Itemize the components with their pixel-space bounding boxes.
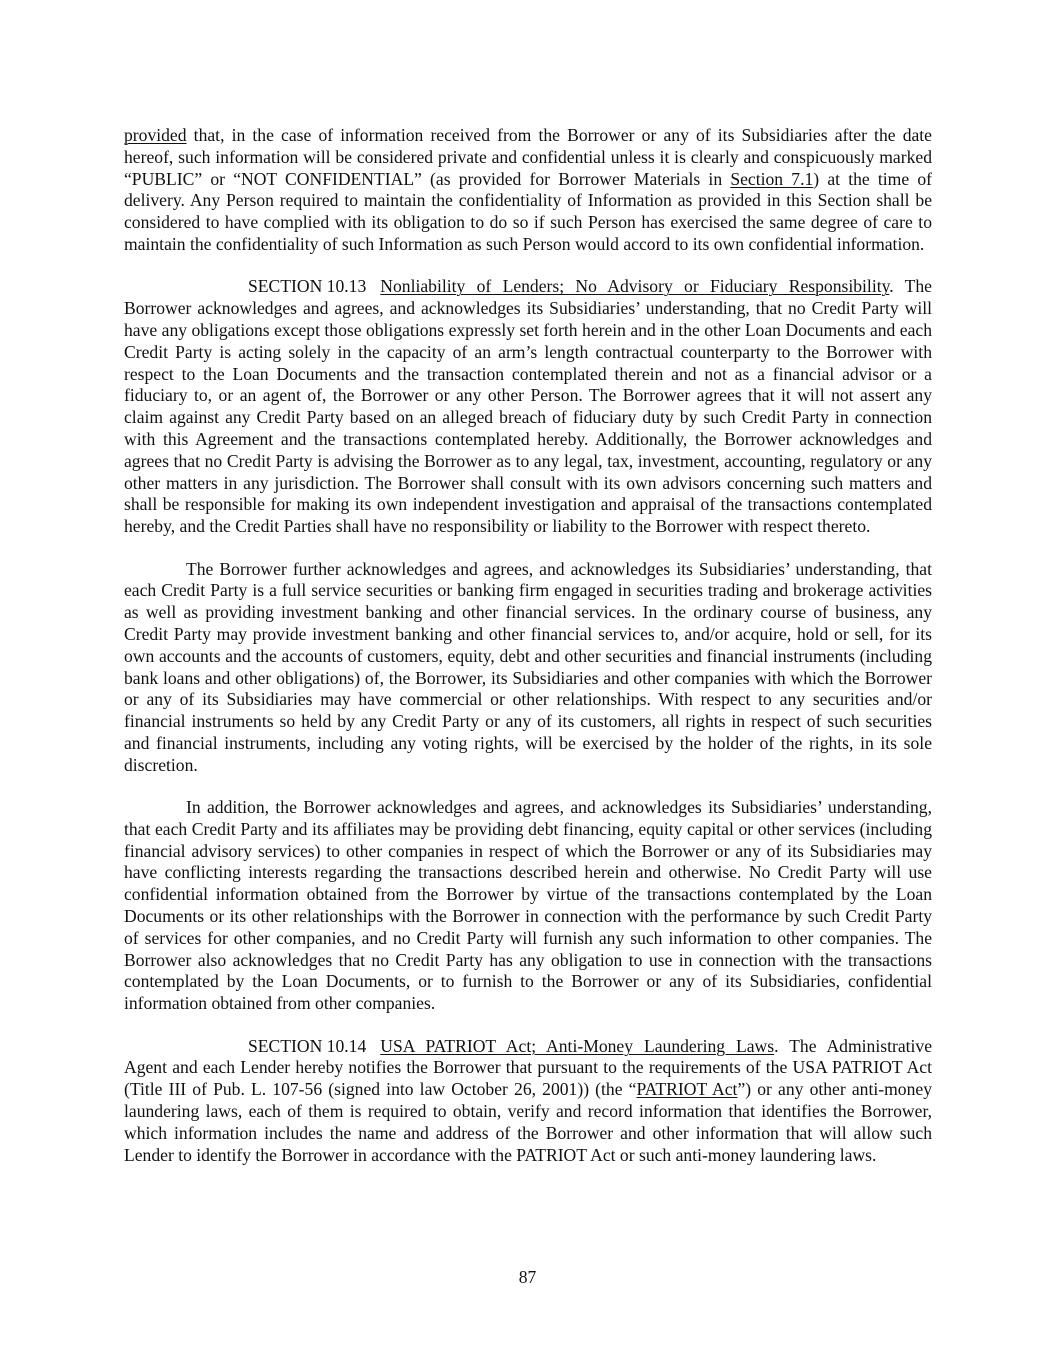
section-number: SECTION 10.14 [248, 1035, 367, 1056]
section-10-13-paragraph [124, 276, 932, 538]
paragraph-text: ) at the time of delivery. Any Person required to maintain the confidentiality of Information as provided in this Section shall be considered to have complied with its obligation to do so if such Person has exercised the same degree of care to maintain the confidentiality of such Information as such Person would accord to its own confidential information. [124, 168, 932, 254]
paragraph-text: The Borrower acknowledges and agrees, and acknowledges its Subsidiaries’ understanding, that no Credit Party will have any obligations except those obligations expressly set forth herein and in the other Loan Documents and each Credit Party is acting solely in the capacity of an arm’s length contractual counterparty to the Borrower with respect to the Loan Documents and the transaction contemplated therein and not as a financial advisor or a fiduciary to, or an agent of, the Borrower or any other Person. The Borrower agrees that it will not assert any claim against any Credit Party based on an alleged breach of fiduciary duty by such Credit Party in connection with this Agreement and the transactions contemplated hereby. Additionally, the Borrower acknowledges and agrees that no Credit Party is advising the Borrower as to any legal, tax, investment, accounting, regulatory or any other matters in any jurisdiction. The Borrower shall consult with its own advisors concerning such matters and shall be responsible for making its own independent investigation and appraisal of the transactions contemplated hereby, and the Credit Parties shall have no responsibility or liability to the Borrower with respect thereto. [124, 276, 932, 537]
section-title: Nonliability of Lenders; No Advisory or Fiduciary Responsibility [380, 276, 890, 297]
paragraph-text: The Administrative Agent and each Lender hereby notifies the Borrower that pursuant to the requirements of the USA PATRIOT Act (Title III of Pub. L. 107-56 (signed into law October 26, 2001)) (the “ [124, 1035, 933, 1100]
provided-term: provided [124, 125, 187, 145]
defined-term: PATRIOT Act [636, 1079, 738, 1100]
section-10-13-paragraph-2: The Borrower further acknowledges and agrees, and acknowledges its Subsidiaries’ understanding, that each Credit Party is a full service securities or banking firm engaged in securities trading and brokerage activities as well as providing investment banking and other financial services. In the ordinary course of business, any Credit Party may provide investment banking and other financial services to, and/or acquire, hold or sell, for its own accounts and the accounts of customers, equity, debt and other securities and financial instruments (including bank loans and other obligations) of, the Borrower, its Subsidiaries and other companies with which the Borrower or any of its Subsidiaries may have commercial or other relationships. With respect to any securities and/or financial instruments so held by any Credit Party or any of its customers, all rights in respect of such securities and financial instruments, including any voting rights, will be exercised by the holder of the rights, in its sole discretion. [124, 558, 932, 775]
section-title-end: . [774, 1035, 779, 1056]
page-number: 87 [518, 1267, 537, 1287]
section-title: USA PATRIOT Act; Anti-Money Laundering Laws [380, 1035, 775, 1056]
document-body [124, 125, 932, 1187]
section-title-end: . [889, 276, 894, 297]
section-number: SECTION 10.13 [248, 276, 367, 297]
paragraph-text: that, in the case of information received from the Borrower or any of its Subsidiaries after the date hereof, such information will be considered private and confidential unless it is clearly and conspicuously marked “PUBLIC” or “NOT CONFIDENTIAL” (as provided for Borrower Materials in [124, 125, 932, 189]
paragraph-confidentiality-continued [124, 125, 932, 256]
section-reference: Section 7.1 [730, 168, 814, 189]
section-10-13-paragraph-3: In addition, the Borrower acknowledges and agrees, and acknowledges its Subsidiaries’ understanding, that each Credit Party and its affiliates may be providing debt financing, equity capital or other services (including financial advisory services) to other companies in respect of which the Borrower or any of its Subsidiaries may have conflicting interests regarding the transactions described herein and otherwise. No Credit Party will use confidential information obtained from the Borrower by virtue of the transactions contemplated by the Loan Documents or its other relationships with the Borrower in connection with the performance by such Credit Party of services for other companies, and no Credit Party will furnish any such information to other companies. The Borrower also acknowledges that no Credit Party has any obligation to use in connection with the transactions contemplated by the Loan Documents, or to furnish to the Borrower or any of its Subsidiaries, confidential information obtained from other companies. [124, 797, 932, 1014]
section-10-14-paragraph [124, 1036, 932, 1167]
paragraph-text: ”) or any other anti-money laundering laws, each of them is required to obtain, verify and record information that identifies the Borrower, which information includes the name and address of the Borrower and other information that will allow such Lender to identify the Borrower in accordance with the PATRIOT Act or such anti-money laundering laws. [124, 1079, 932, 1165]
